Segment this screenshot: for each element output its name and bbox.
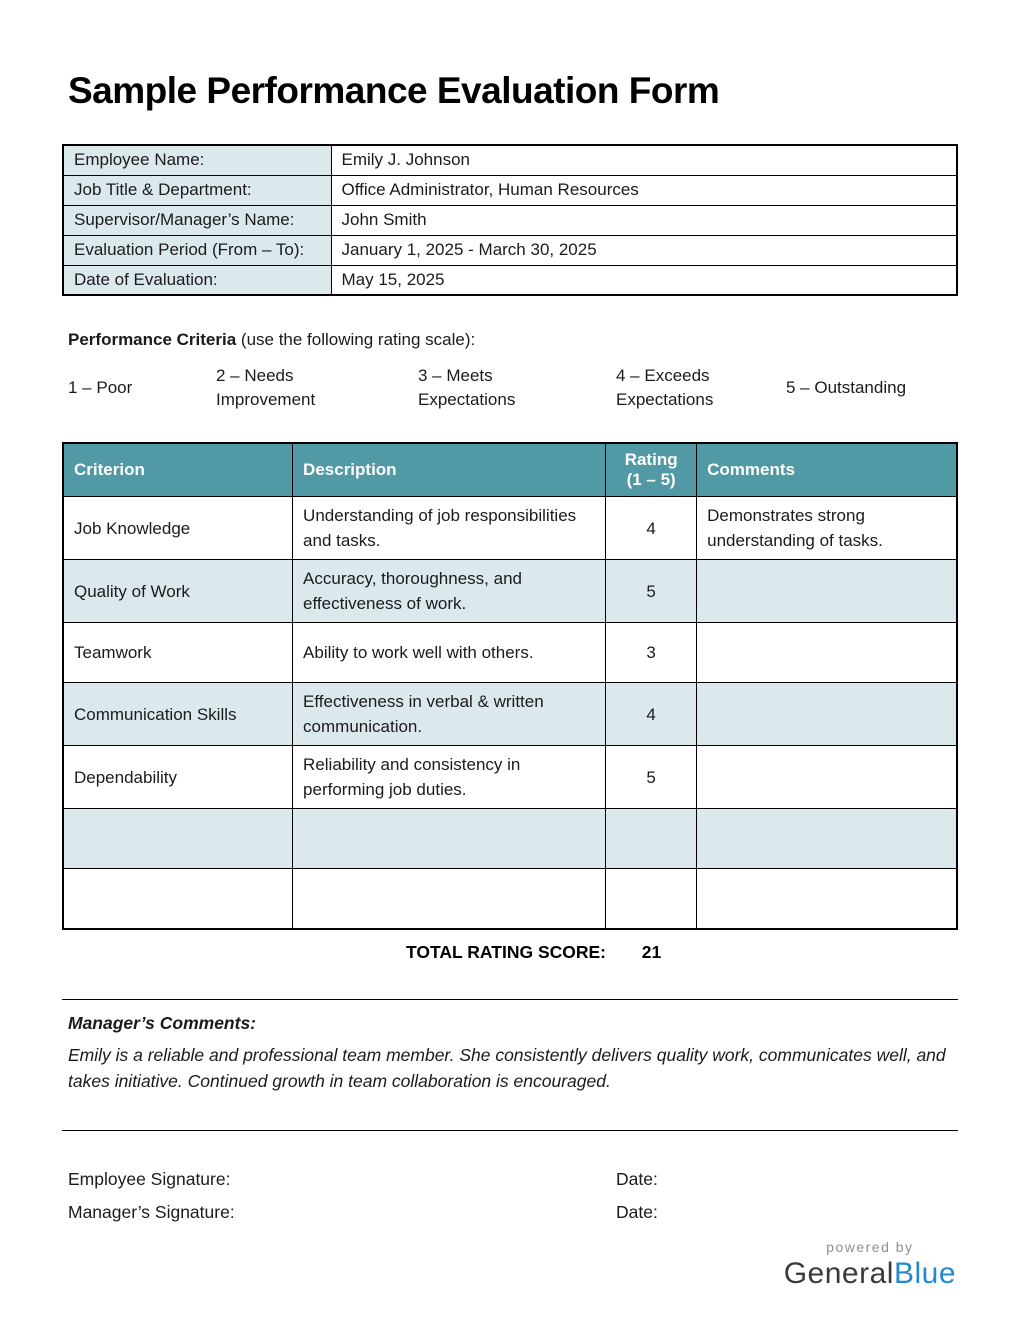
scale-item-meets-expectations: 3 – Meets Expectations: [418, 366, 516, 409]
powered-by-text: powered by: [826, 1238, 914, 1255]
cell-criterion: [63, 809, 293, 869]
cell-criterion: Job Knowledge: [63, 497, 293, 560]
info-value-job-title: Office Administrator, Human Resources: [331, 175, 957, 205]
info-label-supervisor: Supervisor/Manager’s Name:: [63, 205, 331, 235]
cell-comments: [697, 809, 957, 869]
cell-criterion: Communication Skills: [63, 683, 293, 746]
table-row: [63, 235, 957, 265]
cell-criterion: Quality of Work: [63, 560, 293, 623]
cell-comments: Demonstrates strong understanding of tasks.: [697, 497, 957, 560]
cell-comments: [697, 560, 957, 623]
cell-rating: 3: [606, 623, 697, 683]
table-row: [63, 265, 957, 295]
cell-comments: [697, 869, 957, 929]
cell-comments: [697, 746, 957, 809]
table-row: [63, 205, 957, 235]
info-value-supervisor: John Smith: [331, 205, 957, 235]
general-blue-logo: [784, 1239, 956, 1291]
cell-rating: 4: [606, 683, 697, 746]
table-row: [63, 746, 957, 809]
manager-date-label: Date:: [616, 1201, 658, 1222]
header-criterion: Criterion: [63, 443, 293, 497]
criteria-table: [62, 442, 958, 930]
cell-rating: 4: [606, 497, 697, 560]
brand-wordmark: [784, 1257, 956, 1291]
total-rating-label: TOTAL RATING SCORE:: [406, 941, 606, 962]
table-row-empty: [63, 809, 957, 869]
info-value-evaluation-period: January 1, 2025 - March 30, 2025: [331, 235, 957, 265]
cell-description: Understanding of job responsibilities and tasks.: [293, 497, 606, 560]
info-label-evaluation-date: Date of Evaluation:: [63, 265, 331, 295]
manager-signature-row: [68, 1202, 958, 1223]
cell-description: Accuracy, thoroughness, and effectiveness of work.: [293, 560, 606, 623]
header-rating-line1: Rating: [624, 450, 678, 469]
table-row-empty: [63, 869, 957, 929]
table-row: [63, 560, 957, 623]
info-label-evaluation-period: Evaluation Period (From – To):: [63, 235, 331, 265]
table-row: [63, 497, 957, 560]
footer: [62, 1239, 958, 1291]
rating-scale-row: [68, 364, 958, 412]
table-row: [63, 683, 957, 746]
cell-rating: 5: [606, 560, 697, 623]
info-value-employee-name: Emily J. Johnson: [331, 145, 957, 175]
scale-item-needs-improvement: 2 – Needs Improvement: [216, 366, 316, 409]
cell-description: [293, 869, 606, 929]
header-rating: [606, 443, 697, 497]
manager-comments-label: Manager’s Comments:: [68, 1012, 257, 1033]
rating-scale-heading-bold: Performance Criteria: [68, 330, 237, 349]
header-description: Description: [293, 443, 606, 497]
cell-rating: [606, 869, 697, 929]
manager-signature-label: Manager’s Signature:: [68, 1201, 235, 1222]
scale-item-exceeds-expectations: 4 – Exceeds Expectations: [616, 366, 714, 409]
cell-criterion: Dependability: [63, 746, 293, 809]
employee-date-label: Date:: [616, 1168, 658, 1189]
table-row: [63, 623, 957, 683]
page-title: Sample Performance Evaluation Form: [68, 70, 720, 111]
info-label-employee-name: Employee Name:: [63, 145, 331, 175]
cell-description: Reliability and consistency in performing job duties.: [293, 746, 606, 809]
cell-comments: [697, 623, 957, 683]
cell-description: Ability to work well with others.: [293, 623, 606, 683]
signature-section: [68, 1169, 958, 1223]
brand-blue-text: Blue: [893, 1256, 956, 1290]
total-rating-value: 21: [641, 941, 662, 962]
employee-signature-row: [68, 1169, 958, 1190]
cell-rating: 5: [606, 746, 697, 809]
header-rating-line2: (1 – 5): [626, 470, 676, 489]
brand-general-text: General: [783, 1256, 894, 1290]
rating-scale-heading-rest: (use the following rating scale):: [236, 330, 476, 349]
manager-comments-text: Emily is a reliable and professional team member. She consistently delivers quality work, communicates well, and takes initiative. Continued growth in team collaboration is encouraged.: [68, 1044, 946, 1091]
header-comments: Comments: [697, 443, 957, 497]
cell-description: [293, 809, 606, 869]
divider: [62, 1130, 958, 1131]
scale-item-outstanding: 5 – Outstanding: [786, 378, 907, 397]
table-row: [63, 175, 957, 205]
cell-criterion: Teamwork: [63, 623, 293, 683]
employee-info-table: [62, 144, 958, 296]
cell-description: Effectiveness in verbal & written communication.: [293, 683, 606, 746]
divider: [62, 999, 958, 1000]
cell-criterion: [63, 869, 293, 929]
total-rating-row: [62, 942, 958, 963]
table-row: [63, 145, 957, 175]
scale-item-poor: 1 – Poor: [68, 378, 133, 397]
employee-signature-label: Employee Signature:: [68, 1168, 231, 1189]
rating-scale-heading: [68, 330, 958, 350]
info-value-evaluation-date: May 15, 2025: [331, 265, 957, 295]
info-label-job-title: Job Title & Department:: [63, 175, 331, 205]
cell-comments: [697, 683, 957, 746]
cell-rating: [606, 809, 697, 869]
criteria-header-row: [63, 443, 957, 497]
